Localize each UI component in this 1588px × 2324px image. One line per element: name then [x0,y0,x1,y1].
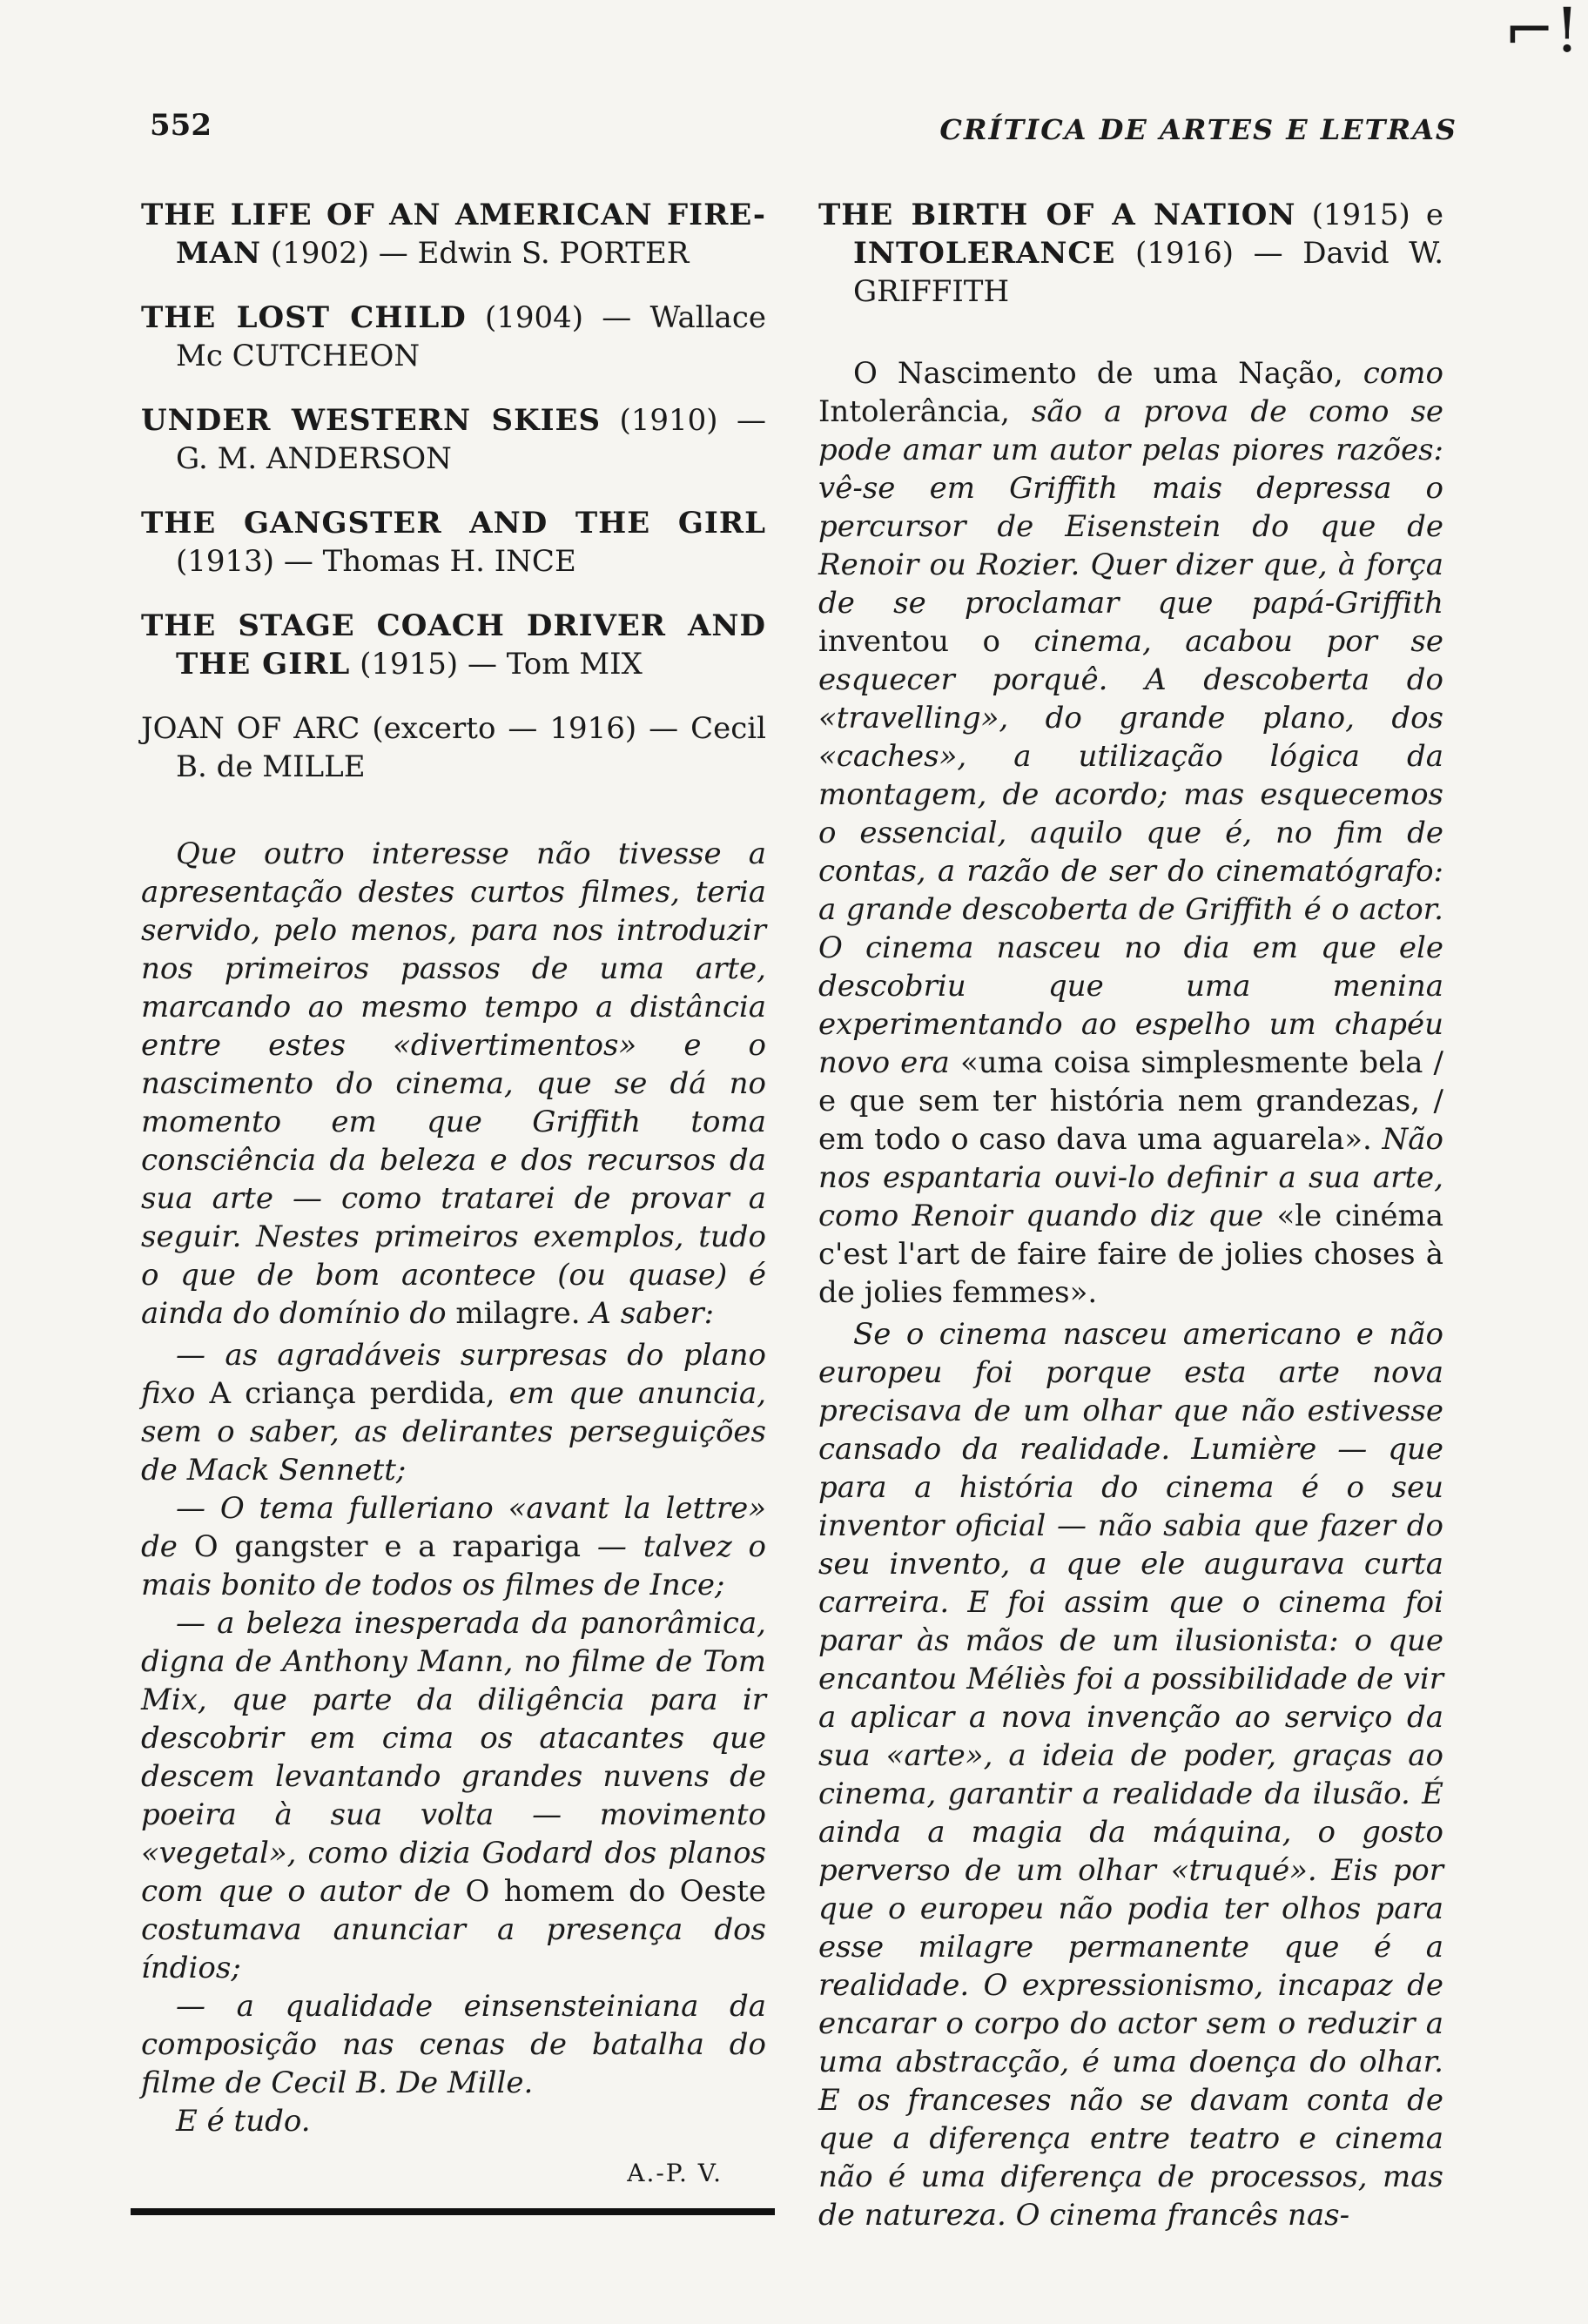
film-entry [141,401,766,478]
para-text: Intolerância, [818,394,1010,429]
bullet-text: costumava anunciar a presença dos índios; [141,1912,766,1985]
corner-mark: ⌐! [1504,0,1579,66]
film-title: THE LOST CHILD [141,300,467,335]
film-ref: O homem do Oeste [465,1874,766,1909]
film-title: INTOLERANCE [853,236,1116,271]
film-credit: (1904) — Wallace Mc CUTCHEON [176,300,766,373]
running-head: CRÍTICA DE ARTES E LETRAS [939,113,1457,146]
para-text: O Nascimento de uma Nação, [853,356,1343,391]
film-ref: A criança perdida, [209,1376,495,1411]
film-title: THE STAGE COACH DRIVER AND THE GIRL [141,608,766,682]
intro-paragraph [141,835,766,1333]
para-text: são a prova de como se pode amar um autor pelas piores razões: vê-se em Griffith mais depressa o percursor de Eisenstein do que de Renoir ou Rozier. Quer dizer que, à força de se proclamar que papá-Griffith [818,394,1444,621]
bullet-text: — talvez o mais bonito de todos os filmes de Ince; [141,1529,767,1602]
para-text: Não nos espantaria ouvi-lo definir a sua arte, como Renoir quando diz que [818,1122,1443,1233]
title-text: (1915) e [1311,198,1443,232]
paragraph [818,354,1443,1312]
title-text: (1916) — David W. GRIFFITH [853,236,1444,309]
right-column [818,196,1443,2238]
film-entry [141,504,766,581]
closing-line: E é tudo. [176,2104,311,2139]
a-saber: A saber: [589,1296,715,1331]
film-credit: JOAN OF ARC (excerto — 1916) — Cecil B. de MILLE [141,711,766,784]
list-item [141,1489,766,1604]
paragraph-end: milagre. [455,1296,581,1331]
para-text: inventou o [818,624,1000,659]
film-credit: (1913) — Thomas H. INCE [176,544,576,579]
film-title: UNDER WESTERN SKIES [141,403,602,438]
quote-text: «le cinéma c'est l'art de faire faire de jolies choses à de jolies femmes». [818,1199,1443,1310]
para-text: como [1363,356,1443,391]
bullet-text: em que anuncia, sem o saber, as delirantes perseguições de Mack Sennett; [141,1376,766,1488]
film-title: THE LIFE OF AN AMERICAN FIRE-MAN [141,198,766,271]
list-item: — a qualidade einsensteiniana da composição nas cenas de batalha do filme de Cecil B. De Mille. [141,1989,766,2100]
para-text: cinema, acabou por se esquecer porquê. A descoberta do «travelling», do grande plano, dos «caches», a utilização lógica da montagem, de acordo; mas esquecemos o essencial, aquilo que é, no fim de contas, a razão de ser do cinematógrafo: a grande descoberta de Griffith é o actor. O cinema nasceu no dia em que ele descobriu que uma menina experimentando ao espelho um chapéu novo era [818,624,1444,1080]
end-rule [131,2208,775,2215]
film-credit: (1902) — Edwin S. PORTER [270,236,690,271]
film-title: THE BIRTH OF A NATION [818,198,1296,232]
list-item [141,1336,766,1489]
left-column [141,196,766,2215]
film-credit: (1915) — Tom MIX [360,647,643,682]
bullet-text: — a beleza inesperada da panorâmica, digna de Anthony Mann, no filme de Tom Mix, que parte da diligência para ir descobrir em cima os atacantes que descem levantando grandes nuvens de poeira à sua volta — movimento «vegetal», como dizia Godard dos planos com que o autor de [141,1606,766,1909]
paragraph: Se o cinema nasceu americano e não europeu foi porque esta arte nova precisava de um olhar que não estivesse cansado da realidade. Lumière — que para a história do cinema é o seu inventor oficial — não sabia que fazer do seu invento, a que ele augurava curta carreira. E foi assim que o cinema foi parar às mãos de um ilusionista: o que encantou Méliès foi a possibilidade de vir a aplicar a nova invenção ao serviço da sua «arte», a ideia de poder, graças ao cinema, garantir a realidade da ilusão. É ainda a magia da máquina, o gosto perverso de um olhar «truqué». Eis por que o europeu não podia ter olhos para esse milagre permanente que é a realidade. O expressionismo, incapaz de encarar o corpo do actor sem o reduzir a uma abstracção, é uma doença do olhar. E os franceses não se davam conta de que a diferença entre teatro e cinema não é uma diferença de processos, mas de natureza. O cinema francês nas- [818,1317,1443,2233]
film-entry [141,196,766,272]
film-entry [141,709,766,786]
film-title: THE GANGSTER AND THE GIRL [141,506,766,541]
paragraph-text: Que outro interesse não tivesse a apresentação destes curtos filmes, teria servido, pelo menos, para nos introduzir nos primeiros passos de uma arte, marcando ao mesmo tempo a distância entre estes «divertimentos» e o nascimento do cinema, que se dá no momento em que Griffith toma consciência da beleza e dos recursos da sua arte — como tratarei de provar a seguir. Nestes primeiros exemplos, tudo o que de bom acontece (ou quase) é ainda do domínio do [141,836,766,1331]
film-entry [141,299,766,375]
quote-text: «uma coisa simplesmente bela / e que sem ter história nem grandezas, / em todo o caso dava uma aguarela». [818,1045,1444,1157]
film-entry [141,607,766,683]
bullet-text: — O tema fulleriano «avant la lettre» de [141,1491,766,1564]
page-number: 552 [150,108,212,143]
signature: A.-P. V. [627,2159,723,2187]
film-credit: (1910) — G. M. ANDERSON [176,403,766,476]
section-title [818,196,1443,311]
film-ref: O gangster e a rapariga [193,1529,582,1564]
list-item [141,1604,766,1987]
bullet-text: — as agradáveis surpresas do plano fixo [141,1338,766,1411]
